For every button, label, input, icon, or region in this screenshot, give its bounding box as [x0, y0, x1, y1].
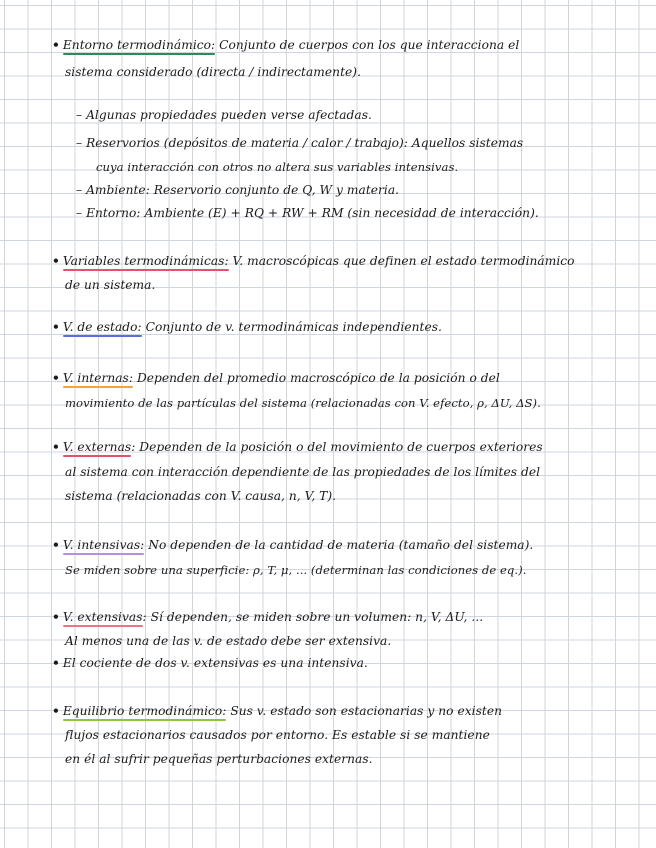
entorno-line-1	[52, 38, 519, 52]
term-equilibrio	[63, 704, 227, 718]
term-entorno	[63, 38, 215, 52]
externas-definition: : Dependen de la posición o del movimiento de cuerpos exteriores	[131, 440, 543, 454]
entorno-sub-2a: – Reservorios (depósitos de materia / calor / trabajo): Aquellos sistemas	[76, 136, 524, 150]
variables-line-2: de un sistema.	[65, 278, 156, 292]
intensivas-line-2: Se miden sobre una superficie: ρ, T, μ, ... (determinan las condiciones de eq.).	[65, 563, 527, 577]
underline-red	[63, 455, 131, 457]
underline-orange	[63, 386, 133, 388]
term-equilibrio-text: Equilibrio termodinámico:	[62, 704, 227, 718]
entorno-sub-1: – Algunas propiedades pueden verse afectadas.	[76, 108, 372, 122]
underline-blue	[63, 335, 142, 337]
bullet: •	[52, 371, 60, 385]
entorno-line-2: sistema considerado (directa / indirectamente).	[65, 65, 362, 79]
intensivas-definition: No dependen de la cantidad de materia (tamaño del sistema).	[144, 538, 534, 552]
term-variables	[63, 254, 229, 268]
extensivas-line-3	[52, 656, 368, 670]
externas-line-3: sistema (relacionadas con V. causa, n, V, T).	[65, 489, 337, 503]
extensivas-line-1	[52, 610, 483, 624]
externas-line-1	[52, 440, 543, 454]
underline-lavender	[63, 553, 145, 555]
estado-definition: Conjunto de v. termodinámicas independientes.	[141, 320, 442, 334]
extensivas-cociente: El cociente de dos v. extensivas es una intensiva.	[62, 656, 368, 670]
entorno-sub-4: – Entorno: Ambiente (E) + RQ + RW + RM (sin necesidad de interacción).	[76, 206, 539, 220]
term-extensivas-text: V. extensivas	[62, 610, 143, 624]
term-internas-text: V. internas:	[62, 371, 134, 385]
bullet: •	[52, 38, 60, 52]
extensivas-line-2: Al menos una de las v. de estado debe ser extensiva.	[65, 634, 392, 648]
term-variables-text: Variables termodinámicas:	[62, 254, 229, 268]
extensivas-definition: : Sí dependen, se miden sobre un volumen: n, V, ΔU, ...	[142, 610, 484, 624]
equilibrio-line-1	[52, 704, 502, 718]
underline-pink	[63, 625, 143, 627]
term-estado	[63, 320, 142, 334]
term-intensivas-text: V. intensivas:	[62, 538, 145, 552]
bullet: •	[52, 440, 60, 454]
internas-definition: Dependen del promedio macroscópico de la posición o del	[133, 371, 500, 385]
bullet: •	[52, 320, 60, 334]
bullet: •	[52, 704, 60, 718]
bullet: •	[52, 538, 60, 552]
equilibrio-definition: Sus v. estado son estacionarias y no existen	[226, 704, 502, 718]
entorno-definition: Conjunto de cuerpos con los que interacciona el	[215, 38, 520, 52]
term-externas	[63, 440, 131, 454]
entorno-sub-2b: cuya interacción con otros no altera sus variables intensivas.	[96, 160, 459, 174]
term-estado-text: V. de estado:	[62, 320, 142, 334]
variables-definition: V. macroscópicas que definen el estado termodinámico	[228, 254, 575, 268]
internas-line-2: movimiento de las partículas del sistema (relacionadas con V. efecto, ρ, ΔU, ΔS).	[65, 396, 541, 410]
term-entorno-text: Entorno termodinámico:	[62, 38, 216, 52]
underline-green	[63, 53, 215, 55]
bullet: •	[52, 254, 60, 268]
term-intensivas	[63, 538, 145, 552]
bullet: •	[52, 610, 60, 624]
estado-line-1	[52, 320, 442, 334]
underline-red	[63, 269, 229, 271]
intensivas-line-1	[52, 538, 533, 552]
underline-lime	[63, 719, 227, 721]
term-externas-text: V. externas	[62, 440, 132, 454]
term-extensivas	[63, 610, 143, 624]
variables-line-1	[52, 254, 575, 268]
entorno-sub-3: – Ambiente: Reservorio conjunto de Q, W y materia.	[76, 183, 400, 197]
term-internas	[63, 371, 133, 385]
equilibrio-line-3: en él al sufrir pequeñas perturbaciones externas.	[65, 752, 373, 766]
internas-line-1	[52, 371, 500, 385]
equilibrio-line-2: flujos estacionarios causados por entorno. Es estable si se mantiene	[65, 728, 490, 742]
externas-line-2: al sistema con interacción dependiente de las propiedades de los límites del	[65, 465, 541, 479]
bullet: •	[52, 656, 60, 670]
